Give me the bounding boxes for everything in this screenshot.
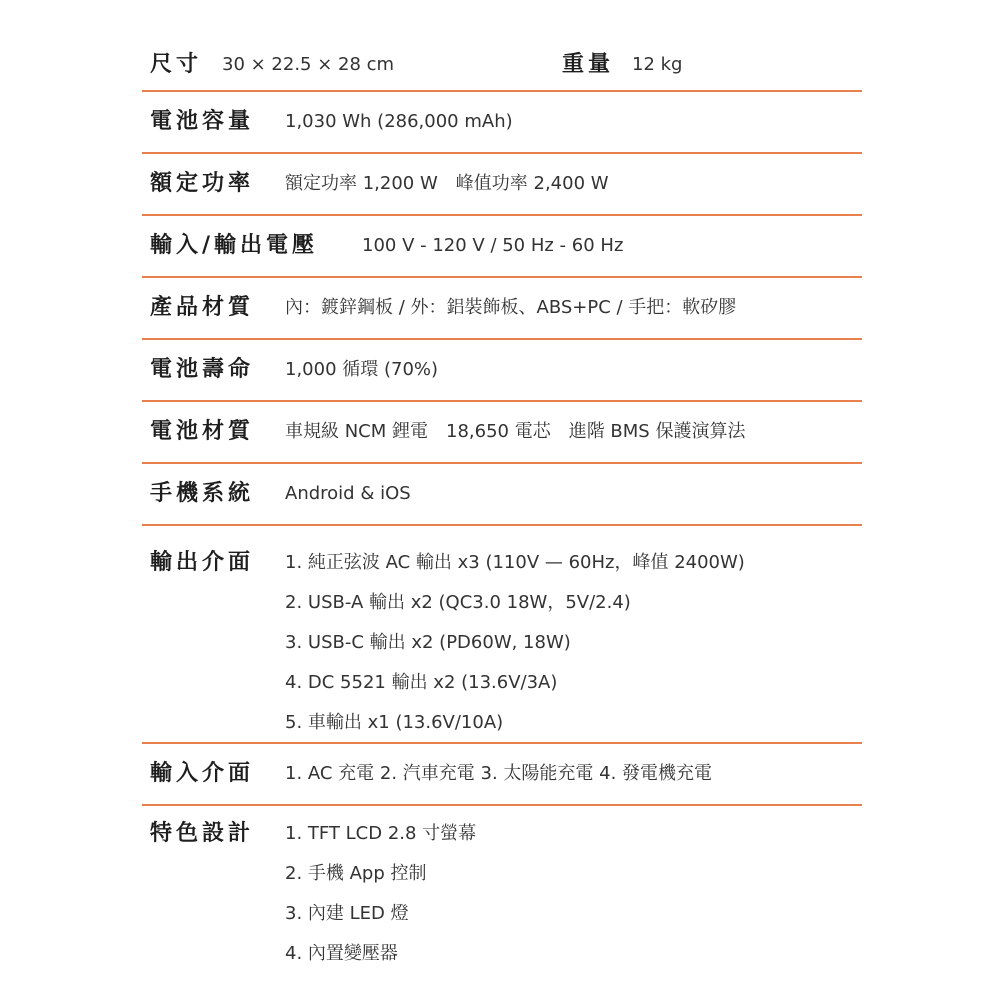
spec-row-voltage — [142, 216, 862, 278]
spec-label: 電池容量 — [150, 109, 255, 134]
spec-row-battery-material — [142, 402, 862, 464]
list-item: 3. USB-C 輸出 x2 (PD60W, 18W) — [285, 632, 571, 653]
weight-label: 重量 — [562, 52, 615, 77]
spec-label: 輸入/輸出電壓 — [150, 233, 319, 258]
spec-label: 電池壽命 — [150, 357, 255, 382]
spec-label: 電池材質 — [150, 419, 255, 444]
spec-value: 1. AC 充電 2. 汽車充電 3. 太陽能充電 4. 發電機充電 — [285, 763, 713, 784]
spec-row-output-interface — [142, 526, 862, 744]
list-item: 3. 內建 LED 燈 — [285, 903, 409, 924]
spec-row-battery-life — [142, 340, 862, 402]
size-value: 30 × 22.5 × 28 cm — [222, 54, 395, 75]
spec-value: 車規級 NCM 鋰電 18,650 電芯 進階 BMS 保護演算法 — [285, 421, 746, 442]
spec-label: 輸入介面 — [150, 761, 255, 786]
features-list — [285, 814, 476, 974]
list-item: 2. USB-A 輸出 x2 (QC3.0 18W，5V/2.4) — [285, 592, 631, 613]
spec-row-battery-capacity — [142, 92, 862, 154]
spec-value: 1,000 循環 (70%) — [285, 359, 439, 380]
spec-label: 特色設計 — [150, 821, 255, 846]
spec-value: 內：鍍鋅鋼板 / 外：鋁裝飾板、ABS+PC / 手把：軟矽膠 — [285, 297, 737, 318]
list-item: 4. DC 5521 輸出 x2 (13.6V/3A) — [285, 672, 558, 693]
spec-row-rated-power — [142, 154, 862, 216]
spec-label: 手機系統 — [150, 481, 255, 506]
spec-row-mobile-system — [142, 464, 862, 526]
spec-value: 額定功率 1,200 W 峰值功率 2,400 W — [285, 173, 609, 194]
spec-table — [142, 40, 862, 974]
list-item: 1. 純正弦波 AC 輸出 x3 (110V — 60Hz，峰值 2400W) — [285, 552, 745, 573]
list-item: 4. 內置變壓器 — [285, 943, 398, 964]
spec-label: 產品材質 — [150, 295, 255, 320]
spec-value: Android & iOS — [285, 483, 411, 504]
spec-row-material — [142, 278, 862, 340]
list-item: 2. 手機 App 控制 — [285, 863, 427, 884]
list-item: 1. TFT LCD 2.8 寸螢幕 — [285, 823, 477, 844]
output-interface-list — [285, 543, 745, 743]
spec-value: 1,030 Wh (286,000 mAh) — [285, 111, 513, 132]
spec-label: 輸出介面 — [150, 550, 255, 575]
spec-row-size-weight — [142, 40, 862, 92]
spec-value: 100 V - 120 V / 50 Hz - 60 Hz — [362, 235, 624, 256]
spec-label: 額定功率 — [150, 171, 255, 196]
weight-value: 12 kg — [632, 54, 683, 75]
spec-row-input-interface — [142, 744, 862, 806]
list-item: 5. 車輸出 x1 (13.6V/10A) — [285, 712, 504, 733]
size-label: 尺寸 — [150, 52, 203, 77]
spec-row-features — [142, 806, 862, 974]
